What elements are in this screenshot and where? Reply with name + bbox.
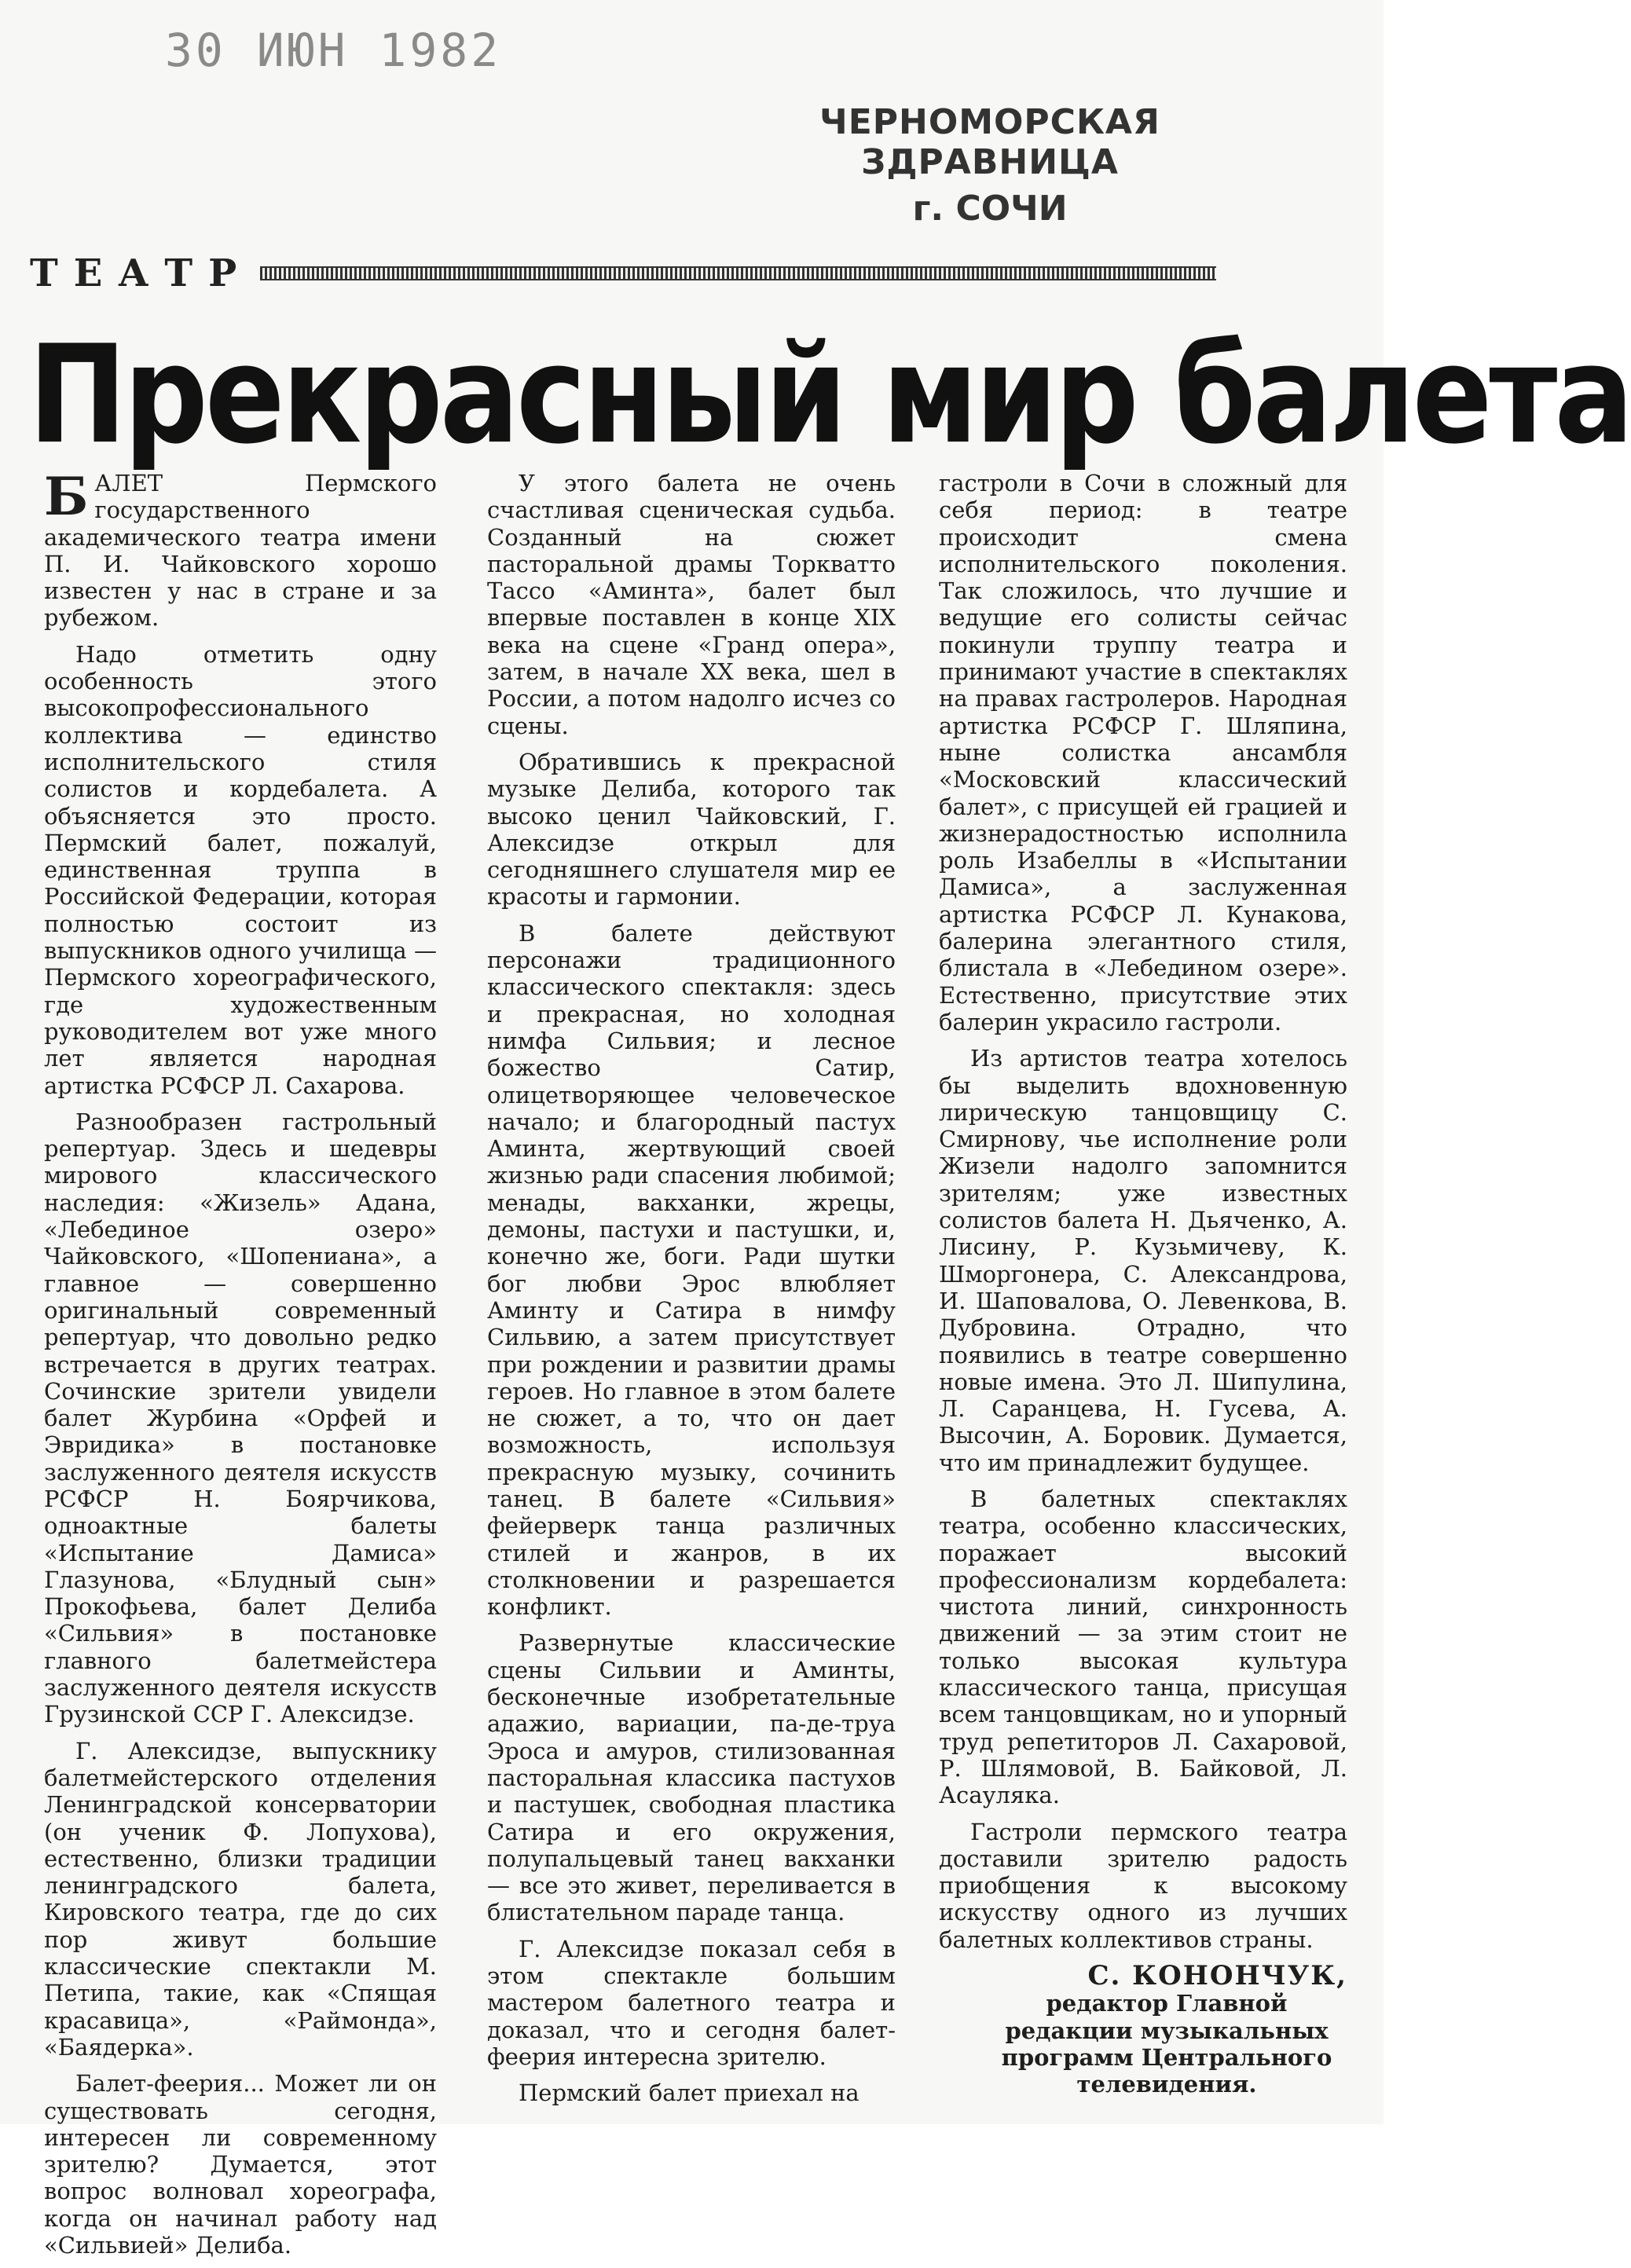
rubric-label: ТЕАТР: [30, 251, 253, 295]
author-name: С. КОНОНЧУК,: [1087, 1960, 1347, 1992]
paragraph: Гастроли пермского театра доставили зрителю радость приобщения к высокому искусству одного из лучших балетных коллективов страны.: [939, 1818, 1347, 1953]
paragraph: Надо отметить одну особенность этого высокопрофессионального коллектива — единство исполнительского стиля солистов и кордебалета. А объясняется это просто. Пермский балет, пожалуй, единственная труппа в Российской Федерации, которая полностью состоит из выпускников одного училища — Пермского хореографического, где художественным руководителем вот уже много лет является народная артистка РСФСР Л. Сахарова.: [44, 640, 437, 1099]
paragraph: Обратившись к прекрасной музыке Делиба, которого так высоко ценил Чайковский, Г. Алексидзе открыл для сегодняшнего слушателя мир ее красоты и гармонии.: [487, 748, 896, 910]
paragraph-text: АЛЕТ Пермского государственного академического театра имени П. И. Чайковского хорошо известен у нас в стране и за рубежом.: [44, 470, 437, 632]
paragraph: Разнообразен гастрольный репертуар. Здесь и шедевры мирового классического наследия: «Жизель» Адана, «Лебединое озеро» Чайковского, «Шопениана», а главное — совершенно оригинальный современный репертуар, что довольно редко встречается в других театрах. Сочинские зрители увидели балет Журбина «Орфей и Эвридика» в постановке заслуженного деятеля искусств РСФСР Н. Боярчикова, одноактные балеты «Испытание Дамиса» Глазунова, «Блудный сын» Прокофьева, балет Делиба «Сильвия» в постановке главного балетмейстера заслуженного деятеля искусств Грузинской ССР Г. Алексидзе.: [44, 1108, 437, 1728]
rubric-header: [30, 250, 1216, 297]
newspaper-name: ЧЕРНОМОРСКАЯ ЗДРАВНИЦА: [819, 102, 1160, 182]
source-block: [762, 102, 1218, 229]
paragraph: В балетных спектаклях театра, особенно классических, поражает высокий профессионализм кордебалета: чистота линий, синхронность движений — за этим стоит не только высокая культура классического танца, присущая всем танцовщикам, но и упорный труд репетиторов Л. Сахаровой, Р. Шлямовой, В. Байковой, Л. Асауляка.: [939, 1485, 1347, 1809]
paragraph: Балет-феерия... Может ли он существовать сегодня, интересен ли современному зрителю? Думается, этот вопрос волновал хореографа, когда он начинал работу над «Сильвией» Делиба.: [44, 2070, 437, 2259]
paragraph: Г. Алексидзе показал себя в этом спектакле большим мастером балетного театра и доказал, что и сегодня балет-феерия интересна зрителю.: [487, 1935, 896, 2070]
paragraph: У этого балета не очень счастливая сценическая судьба. Созданный на сюжет пасторальной драмы Торкватто Тассо «Аминта», балет был впервые поставлен в конце XIX века на сцене «Гранд опера», затем, в начале XX века, шел в России, а потом надолго исчез со сцены.: [487, 470, 896, 739]
author-signature: [939, 1962, 1347, 2098]
paragraph: Пермский балет приехал на: [519, 2079, 859, 2107]
column-2: [487, 470, 896, 2116]
column-1: [44, 466, 437, 2268]
author-role: редактор Главной редакции музыкальных программ Центрального телевидения.: [1001, 1990, 1332, 2098]
paragraph: Из артистов театра хотелось бы выделить вдохновенную лирическую танцовщицу С. Смирнову, чье исполнение роли Жизели надолго запомнится зрителям; уже известных солистов балета Н. Дьяченко, А. Лисину, Р. Кузьмичеву, К. Шморгонера, С. Александрова, И. Шаповалова, О. Левенкова, В. Дубровина. Отрадно, что появились в театре совершенно новые имена. Это Л. Шипулина, Л. Саранцева, Н. Гусева, А. Высочин, А. Боровик. Думается, что им принадлежит будущее.: [939, 1045, 1347, 1476]
paragraph: Развернутые классические сцены Сильвии и Аминты, бесконечные изобретательные адажио, вариации, па-де-труа Эроса и амуров, стилизованная пасторальная классика пастухов и пастушек, свободная пластика Сатира и его окружения, полупальцевый танец вакханки — все это живет, переливается в блистательном параде танца.: [487, 1629, 896, 1926]
column-3: [939, 470, 1347, 2108]
article-headline: Прекрасный мир балета: [28, 317, 1631, 474]
date-stamp: 30 ИЮН 1982: [165, 24, 502, 77]
newspaper-city: г. СОЧИ: [912, 189, 1068, 229]
drop-cap: Б: [44, 466, 89, 527]
paragraph: гастроли в Сочи в сложный для себя период: в театре происходит смена исполнительского поколения. Так сложилось, что лучшие и ведущие его солисты сейчас покинули труппу театра и принимают участие в спектаклях на правах гастролеров. Народная артистка РСФСР Г. Шляпина, ныне солистка ансамбля «Московский классический балет», с присущей ей грацией и жизнерадостностью исполнила роль Изабеллы в «Испытании Дамиса», а заслуженная артистка РСФСР Л. Кунакова, балерина элегантного стиля, блистала в «Лебедином озере». Естественно, присутствие этих балерин украсило гастроли.: [939, 470, 1347, 1035]
paragraph: Г. Алексидзе, выпускнику балетмейстерского отделения Ленинградской консерватории (он ученик Ф. Лопухова), естественно, близки традиции ленинградского балета, Кировского театра, где до сих пор живут большие классические спектакли М. Петипа, такие, как «Спящая красавица», «Раймонда», «Баядерка».: [44, 1737, 437, 2061]
rubric-rule: [260, 266, 1216, 280]
paragraph: [44, 466, 437, 632]
article-body: [0, 466, 1384, 2259]
paragraph: В балете действуют персонажи традиционного классического спектакля: здесь и прекрасная, но холодная нимфа Сильвия; и лесное божество Сатир, олицетворяющее человеческое начало; и благородный пастух Аминта, жертвующий своей жизнью ради спасения любимой; менады, вакханки, жрецы, демоны, пастухи и пастушки, и, конечно же, боги. Ради шутки бог любви Эрос влюбляет Аминту и Сатира в нимфу Сильвию, а затем присутствует при рождении и развитии драмы героев. Но главное в этом балете не сюжет, а то, что он дает возможность, используя прекрасную музыку, сочинить танец. В балете «Сильвия» фейерверк танца различных стилей и жанров, в их столкновении и разрешается конфликт.: [487, 919, 896, 1621]
